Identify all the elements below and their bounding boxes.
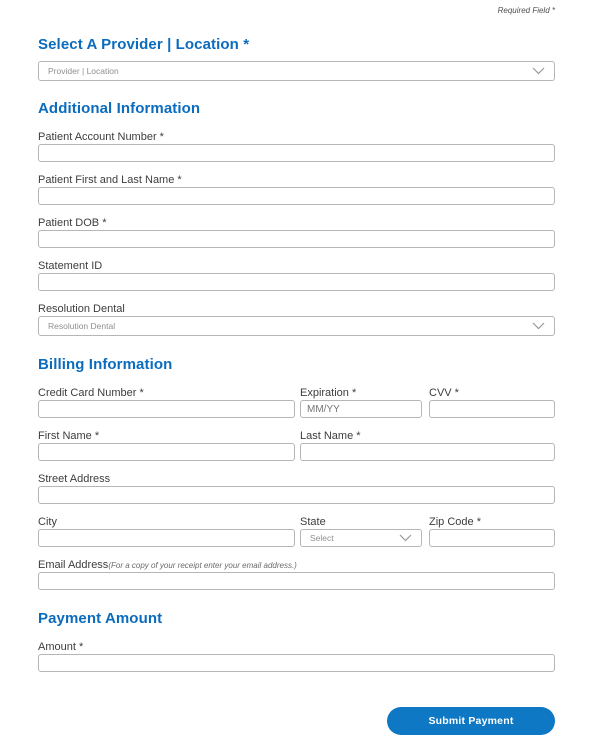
state-label: State bbox=[300, 516, 326, 528]
email-input[interactable] bbox=[38, 572, 555, 590]
state-field bbox=[300, 516, 422, 547]
statement-id-input[interactable] bbox=[38, 273, 555, 291]
city-state-zip-row bbox=[38, 516, 555, 547]
amount-input[interactable] bbox=[38, 654, 555, 672]
cvv-field bbox=[429, 387, 555, 418]
city-label: City bbox=[38, 516, 57, 528]
zip-code-input[interactable] bbox=[429, 529, 555, 547]
credit-card-input[interactable] bbox=[38, 400, 295, 418]
patient-name-input[interactable] bbox=[38, 187, 555, 205]
patient-name-field bbox=[38, 174, 555, 205]
submit-button-row bbox=[38, 707, 555, 735]
provider-location-select[interactable] bbox=[38, 61, 555, 81]
provider-group-select[interactable] bbox=[38, 316, 555, 336]
chevron-down-icon bbox=[532, 67, 545, 75]
patient-dob-label: Patient DOB * bbox=[38, 217, 107, 229]
cvv-input[interactable] bbox=[429, 400, 555, 418]
patient-dob-field bbox=[38, 217, 555, 248]
first-name-label: First Name * bbox=[38, 430, 100, 442]
state-select-value: Select bbox=[310, 532, 334, 543]
last-name-label: Last Name * bbox=[300, 430, 361, 442]
email-label bbox=[38, 559, 555, 572]
last-name-input[interactable] bbox=[300, 443, 555, 461]
street-address-input[interactable] bbox=[38, 486, 555, 504]
cvv-label: CVV * bbox=[429, 387, 459, 399]
payment-section-heading: Payment Amount bbox=[38, 610, 163, 627]
provider-group-field bbox=[38, 303, 555, 336]
expiration-input[interactable] bbox=[300, 400, 422, 418]
zip-code-label: Zip Code * bbox=[429, 516, 481, 528]
credit-card-label: Credit Card Number * bbox=[38, 387, 144, 399]
billing-section-heading: Billing Information bbox=[38, 356, 173, 373]
city-input[interactable] bbox=[38, 529, 295, 547]
patient-account-label: Patient Account Number * bbox=[38, 131, 164, 143]
first-name-field bbox=[38, 430, 295, 461]
city-field bbox=[38, 516, 295, 547]
submit-payment-button[interactable]: Submit Payment bbox=[387, 707, 555, 735]
name-row bbox=[38, 430, 555, 461]
zip-code-field bbox=[429, 516, 555, 547]
statement-id-label: Statement ID bbox=[38, 260, 103, 272]
additional-section-heading: Additional Information bbox=[38, 100, 201, 117]
patient-account-field bbox=[38, 131, 555, 162]
credit-card-field bbox=[38, 387, 295, 418]
chevron-down-icon bbox=[532, 322, 545, 330]
card-row bbox=[38, 387, 555, 418]
last-name-field bbox=[300, 430, 555, 461]
first-name-input[interactable] bbox=[38, 443, 295, 461]
provider-group-select-value: Resolution Dental bbox=[48, 320, 116, 331]
amount-field bbox=[38, 641, 555, 672]
chevron-down-icon bbox=[399, 534, 412, 542]
street-address-field bbox=[38, 473, 555, 504]
statement-id-field bbox=[38, 260, 555, 291]
patient-dob-input[interactable] bbox=[38, 230, 555, 248]
expiration-field bbox=[300, 387, 422, 418]
email-field-group bbox=[38, 559, 555, 590]
required-field-note: Required Field * bbox=[497, 6, 555, 15]
expiration-label: Expiration * bbox=[300, 387, 357, 399]
provider-location-select-value: Provider | Location bbox=[48, 65, 119, 76]
state-select[interactable] bbox=[300, 529, 422, 547]
email-label-note: (For a copy of your receipt enter your email address.) bbox=[108, 561, 297, 570]
amount-label: Amount * bbox=[38, 641, 84, 653]
email-label-text: Email Address bbox=[38, 559, 109, 571]
provider-section-heading: Select A Provider | Location * bbox=[38, 36, 250, 53]
patient-account-input[interactable] bbox=[38, 144, 555, 162]
provider-group-label: Resolution Dental bbox=[38, 303, 125, 315]
patient-name-label: Patient First and Last Name * bbox=[38, 174, 182, 186]
street-address-label: Street Address bbox=[38, 473, 111, 485]
